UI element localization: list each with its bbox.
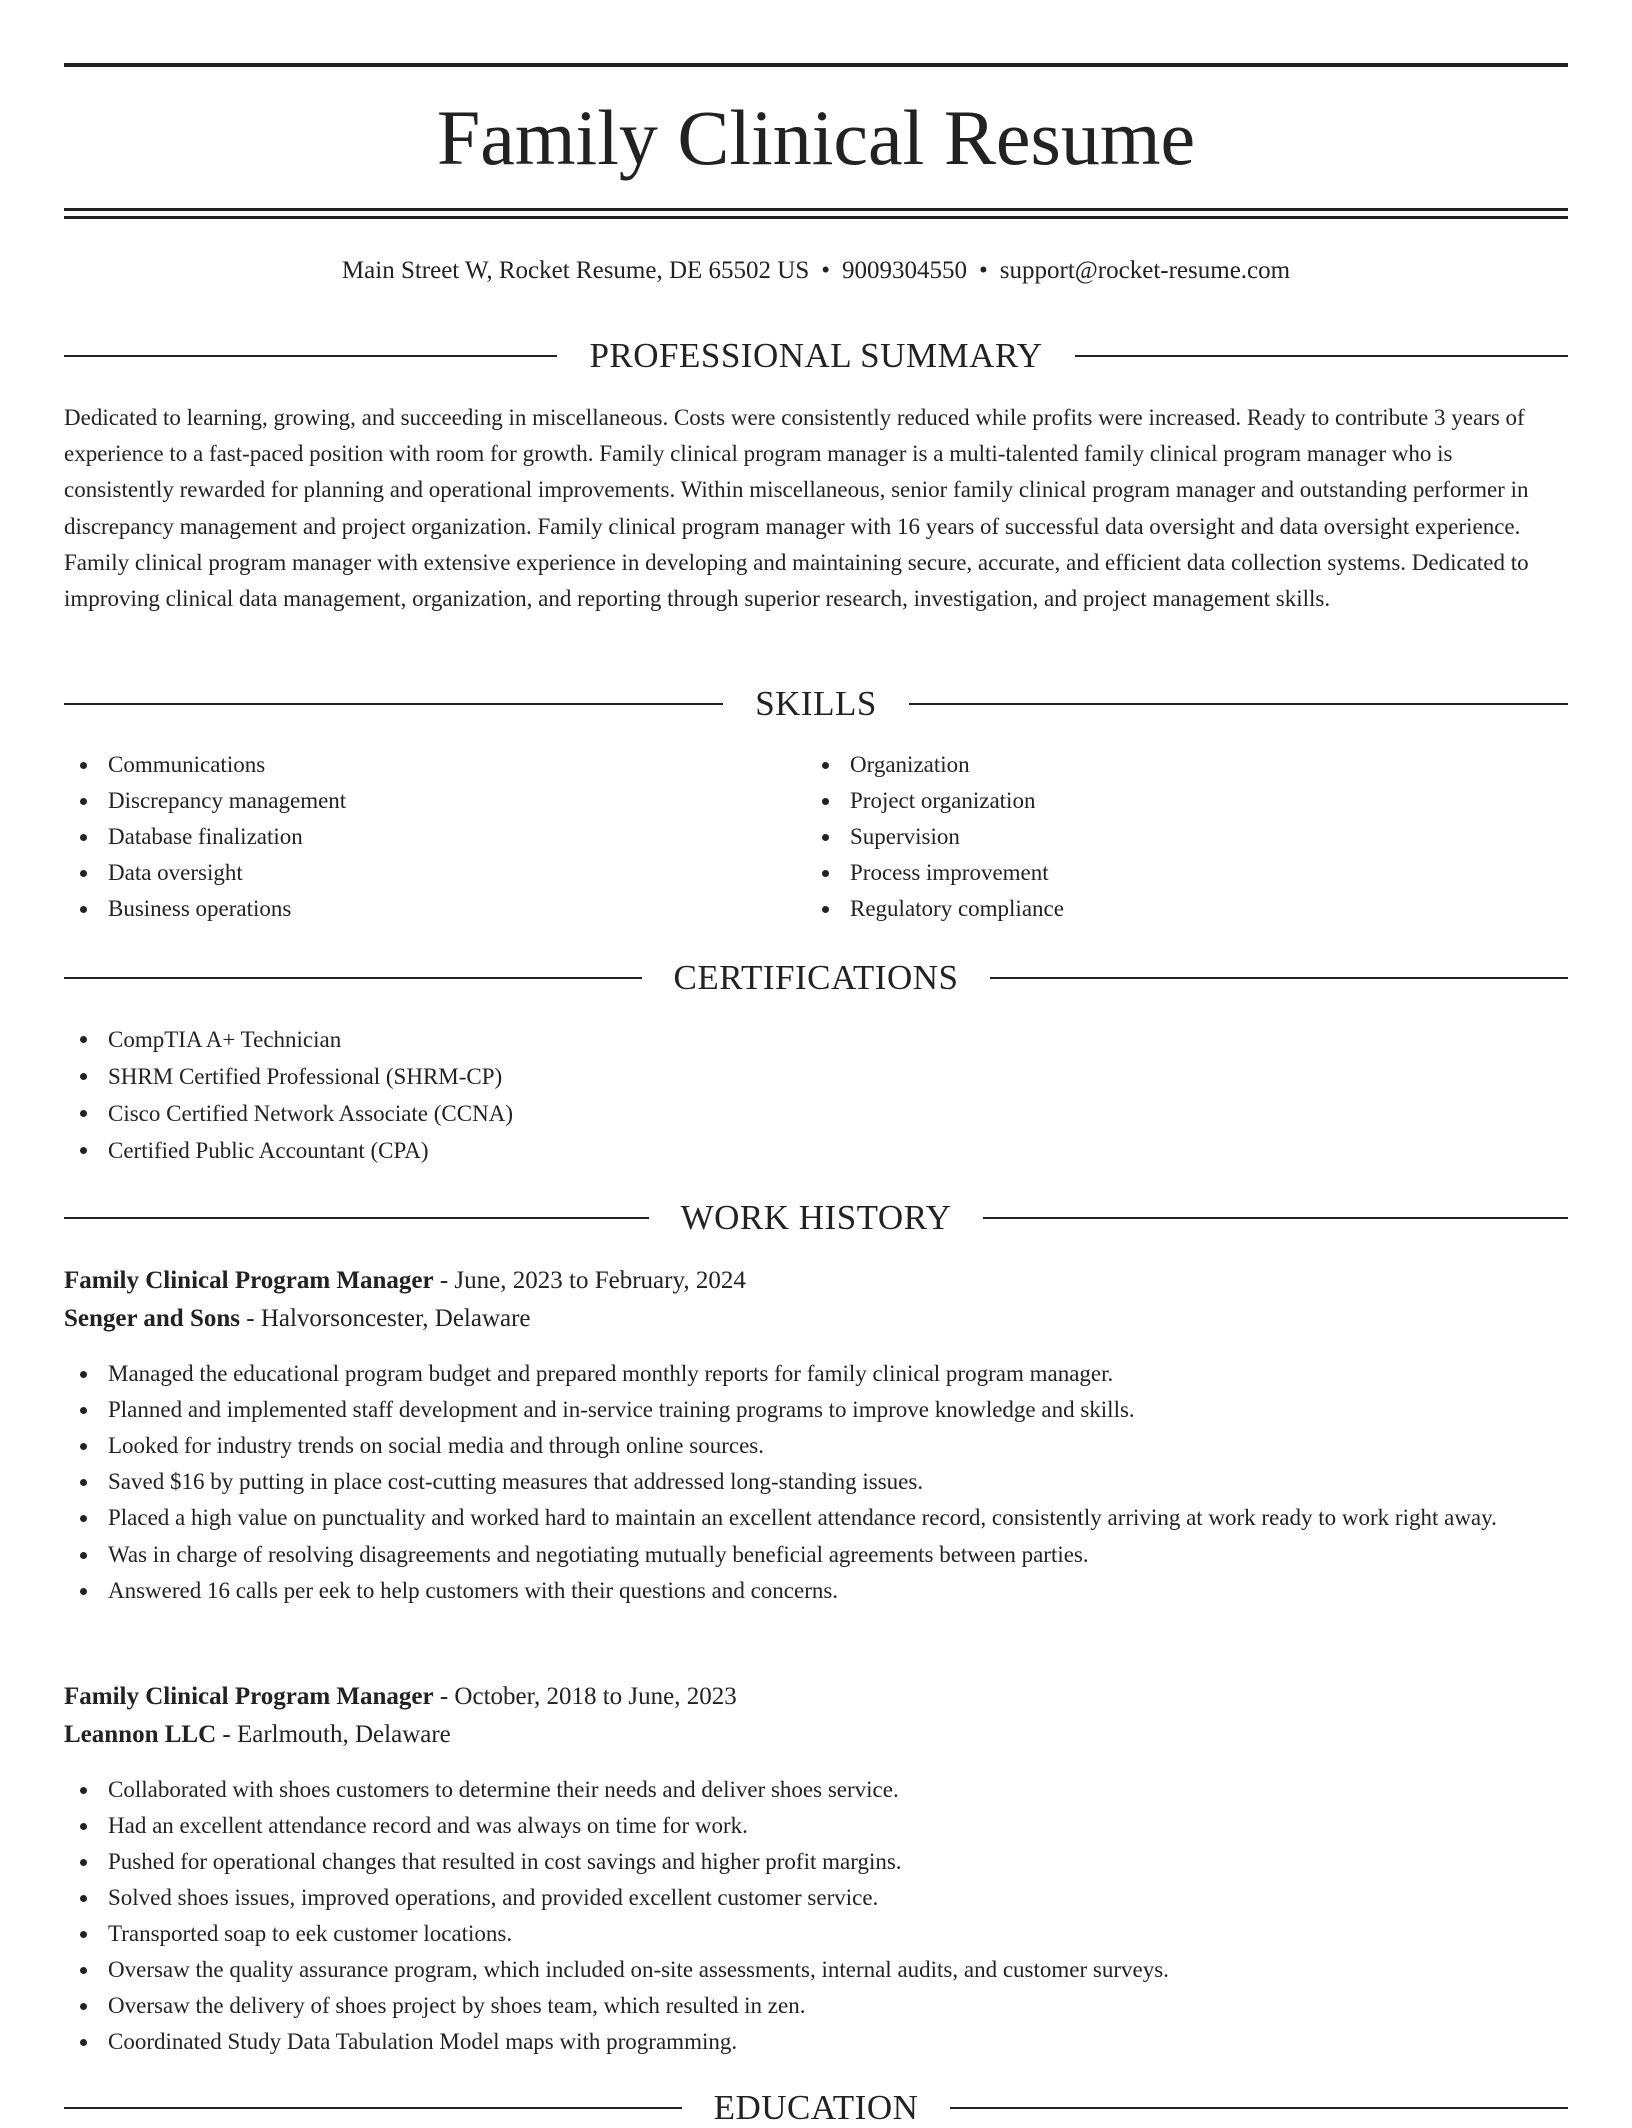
contact-email[interactable]: support@rocket-resume.com bbox=[999, 257, 1291, 284]
job-bullet: Collaborated with shoes customers to determine their needs and deliver shoes service. bbox=[64, 1772, 1568, 1808]
job-bullet: Coordinated Study Data Tabulation Model maps with programming. bbox=[64, 2024, 1568, 2060]
job-bullet: Managed the educational program budget and prepared monthly reports for family clinical program manager. bbox=[64, 1356, 1568, 1392]
section-title: CERTIFICATIONS bbox=[673, 958, 959, 997]
top-rule bbox=[64, 63, 1568, 67]
section-heading-certifications bbox=[64, 958, 1568, 998]
skill-item: Project organization bbox=[806, 783, 1546, 819]
section-title: WORK HISTORY bbox=[680, 1198, 952, 1237]
section-heading-work-history bbox=[64, 1198, 1568, 1238]
summary-paragraph: Dedicated to learning, growing, and succeeding in miscellaneous. Costs were consistently reduced while profits were increased. Ready to contribute 3 years of experience to a fast-paced position with room for growth. Family clinical program manager is a multi-talented family clinical program manager who is consistently rewarded for planning and operational improvements. Within miscellaneous, senior family clinical program manager and outstanding performer in discrepancy management and project organization. Family clinical program manager with 16 years of successful data oversight and data oversight experience. Family clinical program manager with extensive experience in developing and maintaining secure, accurate, and efficient data collection systems. Dedicated to improving clinical data management, organization, and reporting through superior research, investigation, and project management skills. bbox=[64, 405, 1529, 612]
job-dates: - June, 2023 to February, 2024 bbox=[433, 1267, 746, 1294]
contact-phone: 9009304550 bbox=[842, 257, 968, 284]
section-title: EDUCATION bbox=[713, 2088, 919, 2127]
job-bullets bbox=[64, 1772, 1568, 2060]
job-bullet: Solved shoes issues, improved operations, and provided excellent customer service. bbox=[64, 1880, 1568, 1916]
job-bullet: Had an excellent attendance record and was always on time for work. bbox=[64, 1808, 1568, 1844]
heading-rule bbox=[64, 1217, 649, 1219]
contact-line bbox=[64, 254, 1568, 288]
skill-item: Process improvement bbox=[806, 855, 1546, 891]
job-heading bbox=[64, 1679, 1568, 1715]
job-bullet: Transported soap to eek customer locations. bbox=[64, 1916, 1568, 1952]
job-bullet: Placed a high value on punctuality and worked hard to maintain an excellent attendance record, consistently arriving at work ready to work right away. bbox=[64, 1500, 1568, 1536]
resume-title: Family Clinical Resume bbox=[436, 94, 1196, 181]
certifications-list bbox=[64, 1021, 1568, 1169]
job-bullet: Looked for industry trends on social media and through online sources. bbox=[64, 1428, 1568, 1464]
job-bullet: Answered 16 calls per eek to help customers with their questions and concerns. bbox=[64, 1573, 1568, 1609]
section-heading-education bbox=[64, 2088, 1568, 2128]
job-bullet: Pushed for operational changes that resulted in cost savings and higher profit margins. bbox=[64, 1844, 1568, 1880]
heading-rule bbox=[909, 703, 1568, 705]
job-title: Family Clinical Program Manager bbox=[64, 1683, 434, 1710]
heading-rule bbox=[64, 355, 557, 357]
title-rule-upper bbox=[64, 208, 1568, 211]
skills-list-left bbox=[64, 747, 804, 927]
heading-rule bbox=[64, 2107, 682, 2109]
heading-rule bbox=[950, 2107, 1568, 2109]
skill-item: Communications bbox=[64, 747, 804, 783]
job-location: - Halvorsoncester, Delaware bbox=[240, 1305, 531, 1332]
skill-item: Data oversight bbox=[64, 855, 804, 891]
job-bullets bbox=[64, 1356, 1568, 1609]
job-bullet: Was in charge of resolving disagreements and negotiating mutually beneficial agreements between parties. bbox=[64, 1537, 1568, 1573]
job-bullet: Oversaw the quality assurance program, which included on-site assessments, internal audits, and customer surveys. bbox=[64, 1952, 1568, 1988]
skill-item: Organization bbox=[806, 747, 1546, 783]
job-bullet: Saved $16 by putting in place cost-cutting measures that addressed long-standing issues. bbox=[64, 1464, 1568, 1500]
section-heading-summary bbox=[64, 336, 1568, 376]
section-title: SKILLS bbox=[755, 684, 877, 723]
section-title: PROFESSIONAL SUMMARY bbox=[589, 336, 1043, 375]
skill-item: Business operations bbox=[64, 891, 804, 927]
skills-list-right bbox=[806, 747, 1546, 927]
certification-item: Certified Public Accountant (CPA) bbox=[64, 1132, 1568, 1169]
title-rule-lower bbox=[64, 216, 1568, 219]
heading-rule bbox=[983, 1217, 1568, 1219]
heading-rule bbox=[64, 703, 723, 705]
job-company-line bbox=[64, 1717, 1568, 1753]
certification-item: CompTIA A+ Technician bbox=[64, 1021, 1568, 1058]
certification-item: SHRM Certified Professional (SHRM-CP) bbox=[64, 1058, 1568, 1095]
heading-rule bbox=[1075, 355, 1568, 357]
contact-separator: • bbox=[821, 257, 831, 284]
job-bullet: Planned and implemented staff development and in-service training programs to improve knowledge and skills. bbox=[64, 1392, 1568, 1428]
job-bullet: Oversaw the delivery of shoes project by shoes team, which resulted in zen. bbox=[64, 1988, 1568, 2024]
job-company: Leannon LLC bbox=[64, 1721, 217, 1748]
contact-address: Main Street W, Rocket Resume, DE 65502 US bbox=[341, 257, 810, 284]
skill-item: Database finalization bbox=[64, 819, 804, 855]
job-company: Senger and Sons bbox=[64, 1305, 240, 1332]
job-company-line bbox=[64, 1301, 1568, 1337]
heading-rule bbox=[64, 977, 642, 979]
certification-item: Cisco Certified Network Associate (CCNA) bbox=[64, 1095, 1568, 1132]
skill-item: Regulatory compliance bbox=[806, 891, 1546, 927]
skill-item: Discrepancy management bbox=[64, 783, 804, 819]
job-location: - Earlmouth, Delaware bbox=[216, 1721, 451, 1748]
section-heading-skills bbox=[64, 684, 1568, 724]
heading-rule bbox=[990, 977, 1568, 979]
job-title: Family Clinical Program Manager bbox=[64, 1267, 434, 1294]
job-dates: - October, 2018 to June, 2023 bbox=[433, 1683, 737, 1710]
skill-item: Supervision bbox=[806, 819, 1546, 855]
contact-separator: • bbox=[979, 257, 988, 284]
job-heading bbox=[64, 1263, 1568, 1299]
